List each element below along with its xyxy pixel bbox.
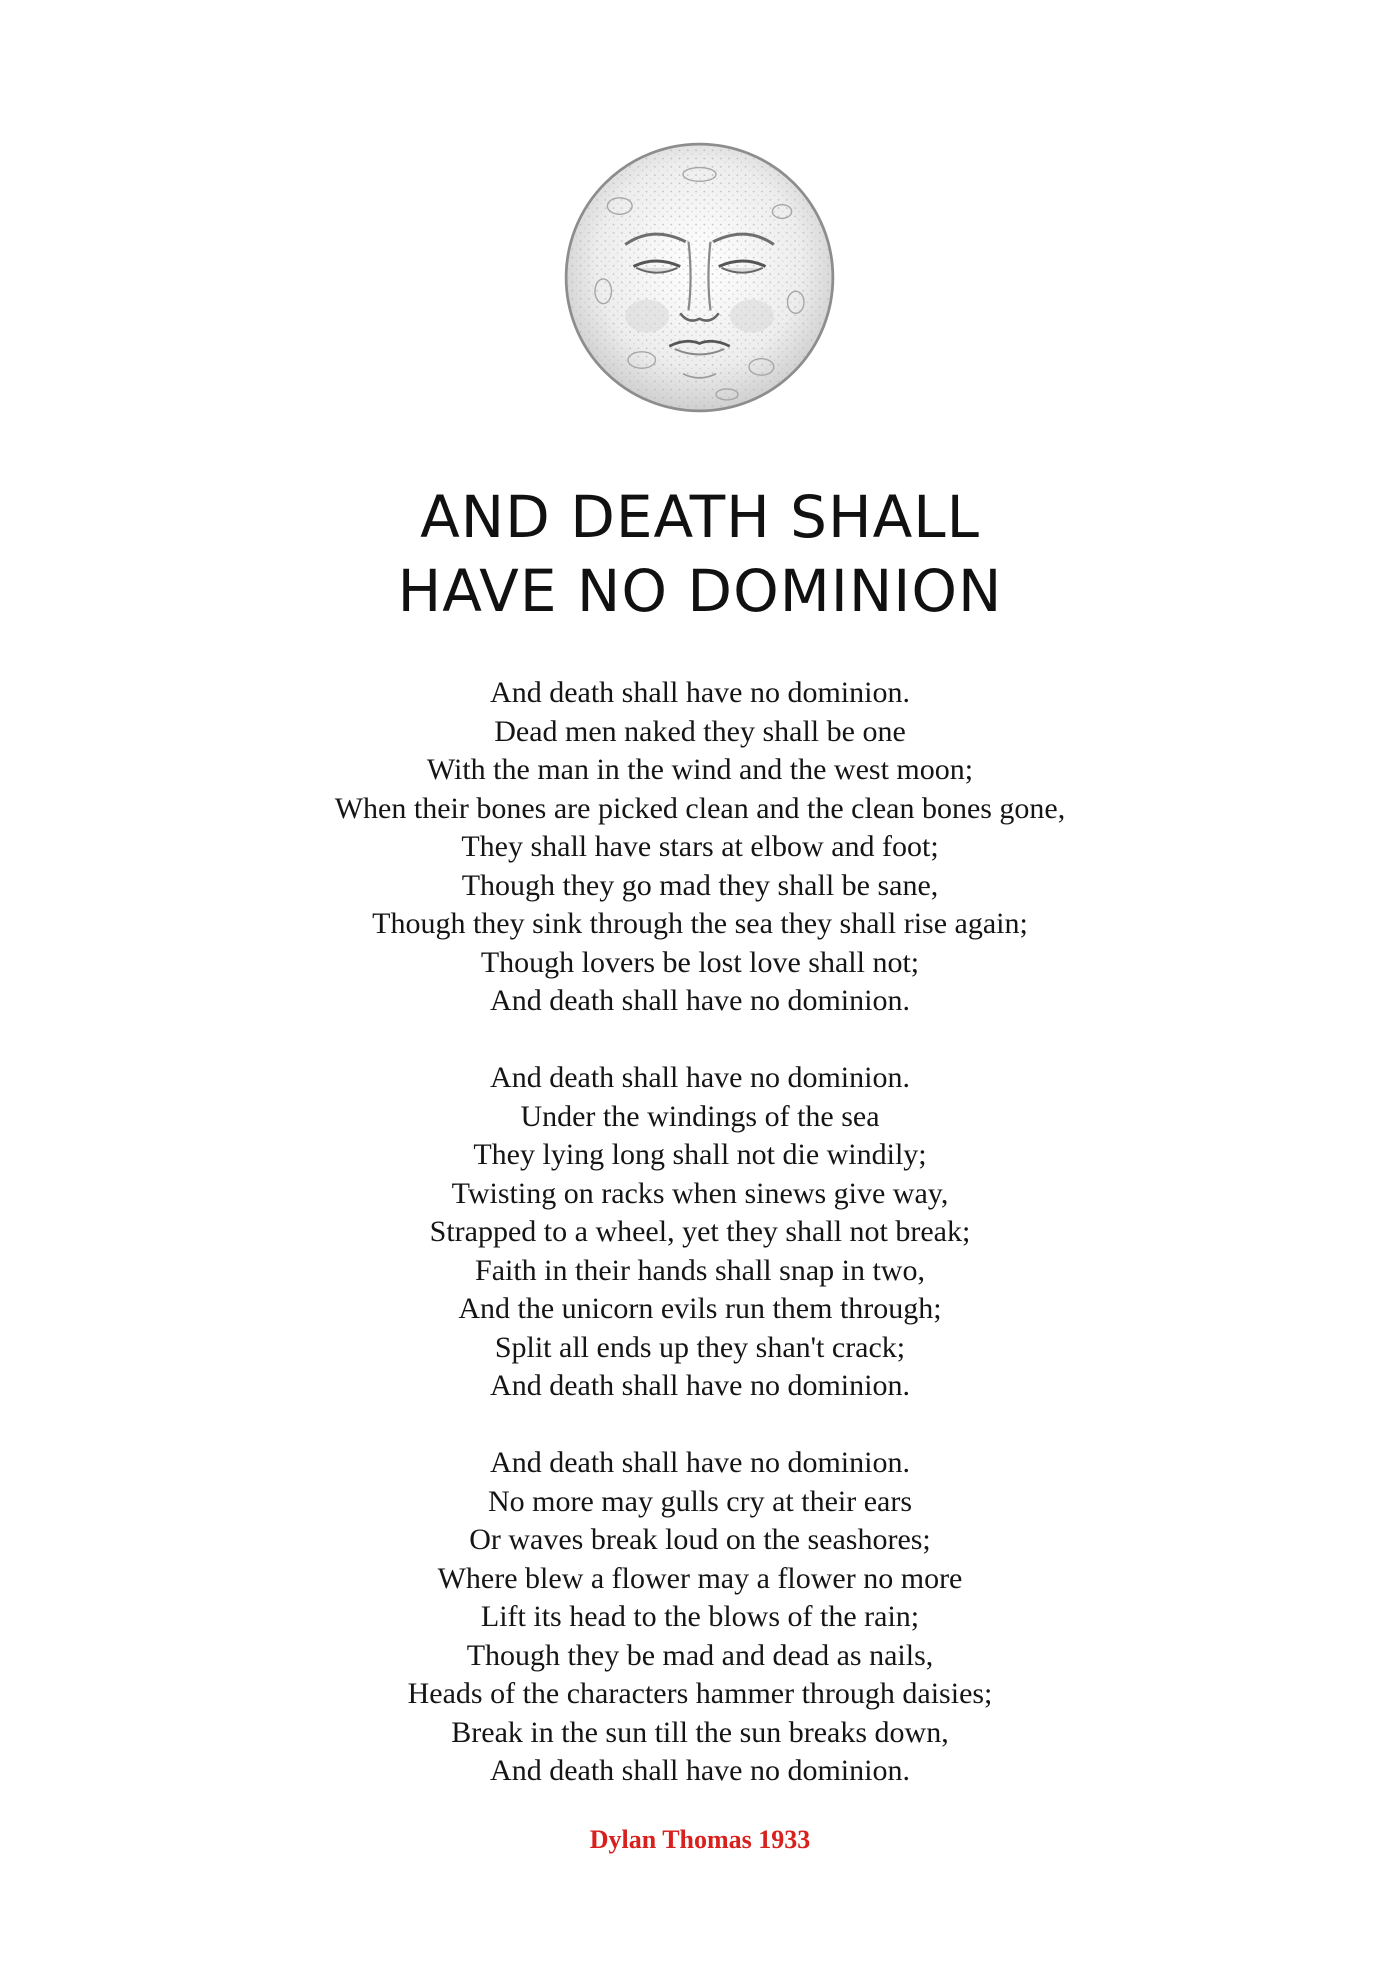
- author-credit: Dylan Thomas 1933: [589, 1825, 811, 1854]
- title-line-2: HAVE NO DOMINION: [397, 557, 1003, 625]
- poem-line: And death shall have no dominion.: [490, 1754, 910, 1787]
- poem-line: No more may gulls cry at their ears: [487, 1484, 913, 1518]
- poem-line: Or waves break loud on the seashores;: [469, 1523, 931, 1556]
- poem-line: Though they be mad and dead as nails,: [466, 1638, 934, 1672]
- poem-line: Lift its head to the blows of the rain;: [480, 1600, 920, 1633]
- poem-line: They lying long shall not die windily;: [473, 1138, 927, 1171]
- poem-line: And death shall have no dominion.: [490, 1446, 910, 1479]
- poem-line: Twisting on racks when sinews give way,: [451, 1176, 949, 1210]
- title-line-1: AND DEATH SHALL: [420, 483, 980, 551]
- poem-line: Dead men naked they shall be one: [494, 714, 906, 748]
- poem-line: Under the windings of the sea: [520, 1099, 880, 1133]
- poem-line: And death shall have no dominion.: [490, 676, 910, 709]
- poem-line: And death shall have no dominion.: [490, 1061, 910, 1094]
- poem-line: Strapped to a wheel, yet they shall not break;: [429, 1215, 971, 1248]
- poem-line: Though they go mad they shall be sane,: [461, 868, 939, 902]
- stanza-3: [0, 1444, 1400, 1791]
- poem-body: [0, 674, 1400, 1829]
- poem-line: They shall have stars at elbow and foot;: [461, 830, 939, 863]
- poem-line: When their bones are picked clean and the clean bones gone,: [334, 791, 1066, 825]
- stanza-1: [0, 674, 1400, 1021]
- poem-line: And death shall have no dominion.: [490, 984, 910, 1017]
- poem-line: Though lovers be lost love shall not;: [480, 945, 920, 979]
- stanza-2: [0, 1059, 1400, 1406]
- poem-line: Faith in their hands shall snap in two,: [475, 1253, 925, 1287]
- poem-line: And the unicorn evils run them through;: [458, 1292, 942, 1325]
- poem-line: Where blew a flower may a flower no more: [437, 1561, 963, 1595]
- poem-line: Break in the sun till the sun breaks down,: [451, 1715, 949, 1749]
- poem-line: Heads of the characters hammer through daisies;: [407, 1677, 993, 1710]
- poem-line: Split all ends up they shan't crack;: [494, 1330, 906, 1364]
- poem-line: With the man in the wind and the west moon;: [426, 753, 974, 786]
- poem-line: Though they sink through the sea they shall rise again;: [372, 907, 1028, 940]
- poem-title: [0, 480, 1400, 628]
- moon-face-illustration-icon: [562, 140, 837, 415]
- poem-line: And death shall have no dominion.: [490, 1369, 910, 1402]
